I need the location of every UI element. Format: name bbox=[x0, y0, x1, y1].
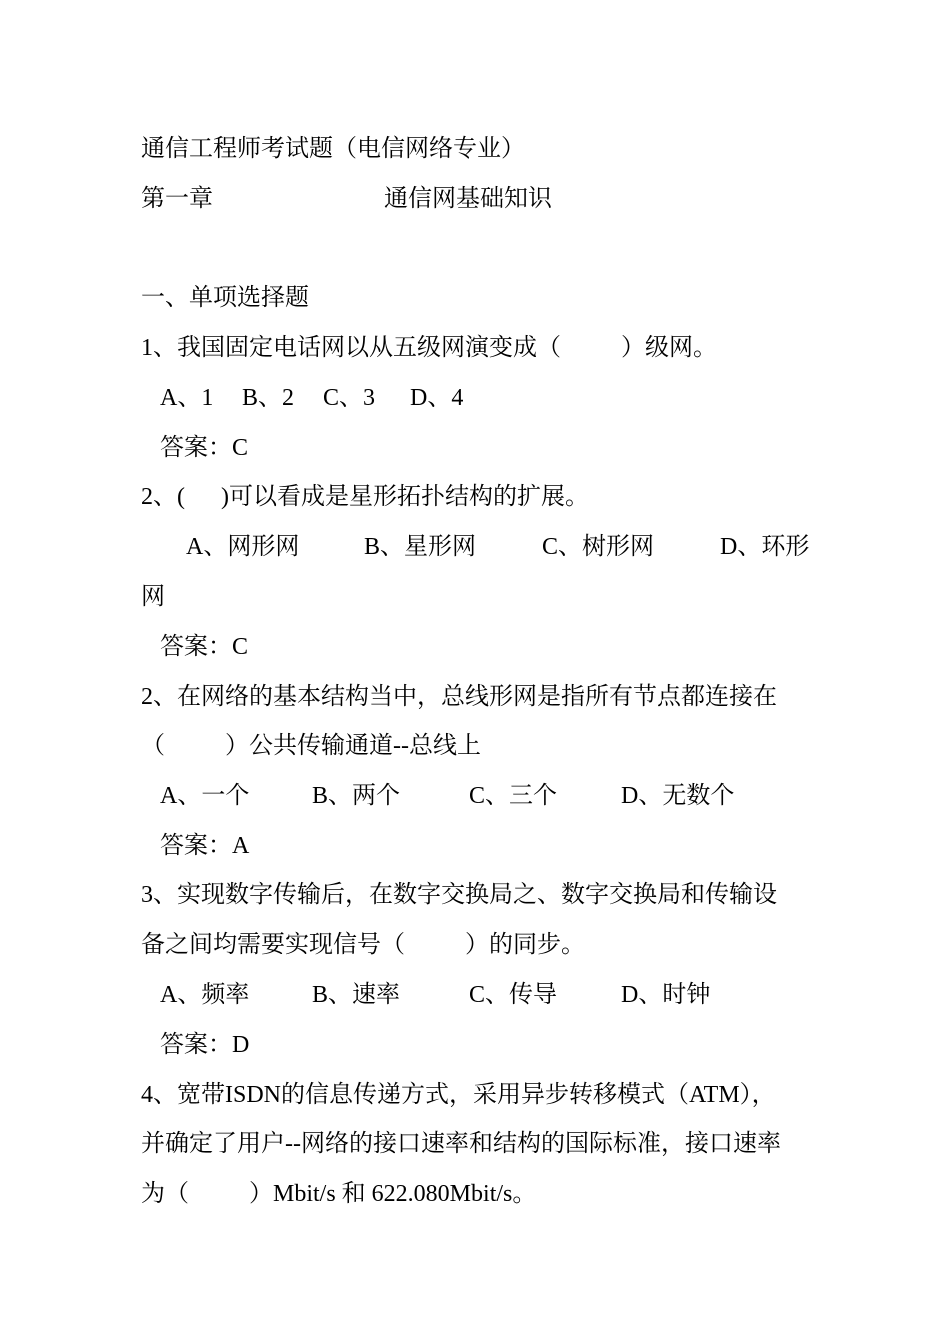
question-3-option-a: A、一个 bbox=[160, 783, 250, 809]
question-2-option-b: B、星形网 bbox=[364, 534, 477, 560]
question-1-option-c: C、3 bbox=[323, 385, 376, 411]
chapter-name: 通信网基础知识 bbox=[384, 186, 552, 212]
question-3-answer: 答案：A bbox=[160, 833, 250, 859]
question-1-stem: 1、我国固定电话网以从五级网演变成（ ）级网。 bbox=[141, 335, 717, 361]
question-2-stem: 2、( )可以看成是星形拓扑结构的扩展。 bbox=[141, 484, 589, 510]
question-3-stem-line-2: （ ）公共传输通道--总线上 bbox=[141, 733, 481, 759]
question-5-stem-line-3: 为（ ）Mbit/s 和 622.080Mbit/s。 bbox=[141, 1181, 537, 1207]
question-1-option-d: D、4 bbox=[410, 385, 464, 411]
question-3-option-d: D、无数个 bbox=[621, 783, 735, 809]
question-2-answer: 答案：C bbox=[160, 634, 249, 660]
question-4-stem-line-2: 备之间均需要实现信号（ ）的同步。 bbox=[141, 932, 585, 958]
question-5-stem-line-1: 4、宽带ISDN的信息传递方式，采用异步转移模式（ATM）， bbox=[141, 1082, 776, 1108]
question-2-option-c: C、树形网 bbox=[542, 534, 655, 560]
section-heading: 一、单项选择题 bbox=[141, 285, 309, 311]
question-4-stem-line-1: 3、实现数字传输后，在数字交换局之、数字交换局和传输设 bbox=[141, 882, 777, 908]
chapter-label: 第一章 bbox=[141, 186, 213, 212]
document-title: 通信工程师考试题（电信网络专业） bbox=[141, 136, 525, 162]
question-1-option-b: B、2 bbox=[242, 385, 295, 411]
question-1-option-a: A、1 bbox=[160, 385, 214, 411]
question-2-option-wrap: 网 bbox=[141, 584, 165, 610]
question-4-option-d: D、时钟 bbox=[621, 982, 711, 1008]
question-5-stem-line-2: 并确定了用户--网络的接口速率和结构的国际标准，接口速率 bbox=[141, 1131, 781, 1157]
question-1-answer: 答案：C bbox=[160, 435, 249, 461]
question-2-option-d: D、环形 bbox=[720, 534, 810, 560]
question-4-answer: 答案：D bbox=[160, 1032, 250, 1058]
question-2-option-a: A、网形网 bbox=[186, 534, 300, 560]
question-3-option-c: C、三个 bbox=[469, 783, 558, 809]
question-4-option-a: A、频率 bbox=[160, 982, 250, 1008]
question-3-option-b: B、两个 bbox=[312, 783, 401, 809]
question-4-option-b: B、速率 bbox=[312, 982, 401, 1008]
question-3-stem-line-1: 2、在网络的基本结构当中，总线形网是指所有节点都连接在 bbox=[141, 684, 777, 710]
question-4-option-c: C、传导 bbox=[469, 982, 558, 1008]
